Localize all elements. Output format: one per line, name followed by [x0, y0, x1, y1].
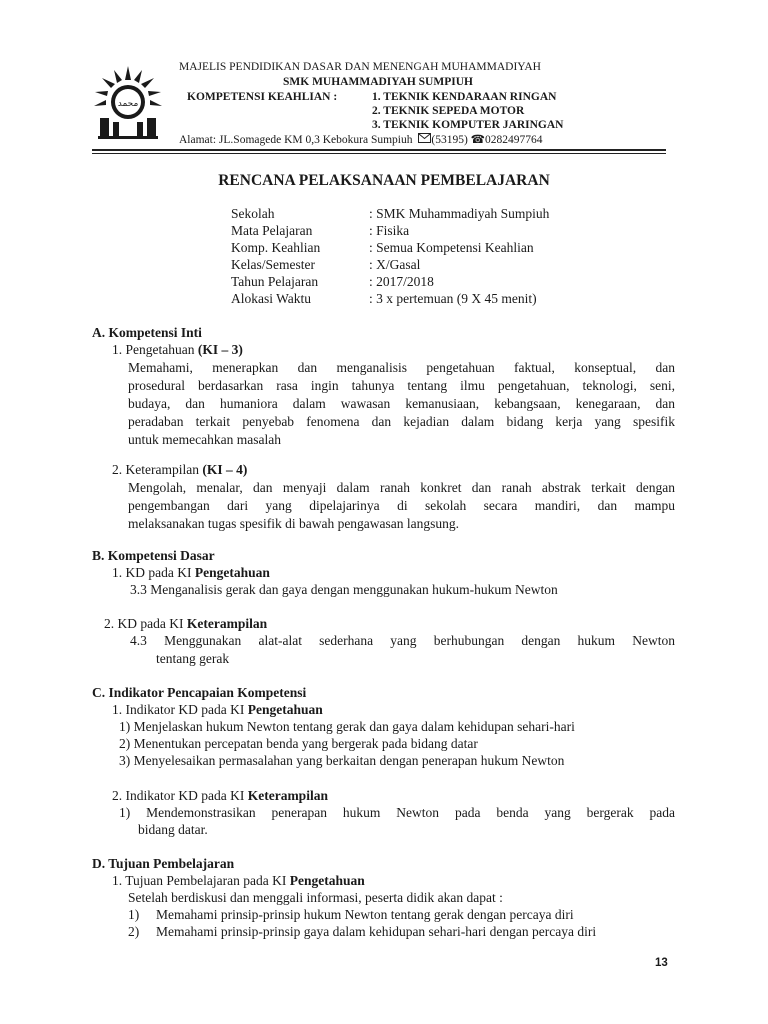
section-c-title: C. Indikator Pencapaian Kompetensi [92, 685, 307, 700]
muhammadiyah-logo [94, 64, 162, 140]
tp1-bold: Pengetahuan [289, 873, 365, 888]
phone-number: 0282497764 [484, 134, 543, 146]
ki3-heading [112, 341, 243, 359]
ind2-heading [112, 787, 328, 805]
kd1-prefix: 1. KD pada KI [112, 565, 195, 580]
ind1-item: 2) Menentukan percepatan benda yang bergerak pada bidang datar [119, 736, 478, 751]
tp1-item-num: 1) [128, 907, 140, 922]
ki3-line: budaya, dan humaniora dalam wawasan kemanusiaan, kebangsaan, kenegaraan, dan [128, 396, 675, 411]
ki4-paragraph [128, 479, 675, 533]
kd2-line: tentang gerak [156, 651, 230, 666]
header-rule-thick [92, 149, 666, 151]
ind2-line: bidang datar. [138, 822, 208, 837]
tp1-item [128, 923, 596, 941]
ki3-line: prosedural berdasarkan rasa ingin tahunya tentang ilmu pengetahuan, teknologi, seni, [128, 378, 675, 393]
mail-icon [418, 133, 431, 143]
tp1-prefix: 1. Tujuan Pembelajaran pada KI [112, 873, 290, 888]
ind1-heading [112, 701, 323, 719]
info-value: : 2017/2018 [369, 274, 434, 289]
info-value: : SMK Muhammadiyah Sumpiuh [369, 206, 550, 221]
tp1-item-text: Memahami prinsip-prinsip gaya dalam kehidupan sehari-hari dengan percaya diri [156, 924, 597, 939]
tp1-item-text: Memahami prinsip-prinsip hukum Newton tentang gerak dengan percaya diri [156, 907, 574, 922]
info-value: : Semua Kompetensi Keahlian [369, 240, 534, 255]
info-label: Komp. Keahlian [231, 240, 321, 255]
kd1-item: 3.3 Menganalisis gerak dan gaya dengan menggunakan hukum-hukum Newton [130, 582, 558, 597]
ki4-prefix: 2. Keterampilan [112, 462, 203, 477]
document-title: RENCANA PELAKSANAAN PEMBELAJARAN [218, 172, 550, 189]
header-kompetensi-label: KOMPETENSI KEAHLIAN : [187, 91, 338, 103]
kd2-item [130, 632, 675, 650]
kd1-bold: Pengetahuan [194, 565, 270, 580]
tp1-intro: Setelah berdiskusi dan menggali informasi, peserta didik akan dapat : [128, 890, 503, 905]
page-number: 13 [655, 957, 668, 969]
ki3-paragraph [128, 359, 675, 449]
ind1-bold: Pengetahuan [247, 702, 323, 717]
phone-icon: ☎ [470, 134, 485, 146]
tp1-item [128, 906, 574, 924]
info-label: Mata Pelajaran [231, 223, 313, 238]
kd2-bold: Keterampilan [186, 616, 268, 631]
ki3-bold: (KI – 3) [197, 342, 243, 357]
header-school-name: SMK MUHAMMADIYAH SUMPIUH [283, 76, 473, 88]
address-text: Alamat: JL.Somagede KM 0,3 Kebokura Sumpiuh [179, 134, 413, 146]
ki3-line: untuk memecahkan masalah [128, 432, 281, 447]
tp1-heading [112, 872, 365, 890]
info-label: Alokasi Waktu [231, 291, 312, 306]
info-label: Tahun Pelajaran [231, 274, 319, 289]
ki3-line: peradaban terkait penyebab fenomena dan kejadian dalam bidang kerja yang spesifik [128, 414, 675, 429]
logo-arabic-text: محمد [117, 99, 139, 109]
ki4-line: pengembangan dari yang dipelajarinya di sekolah secara mandiri, dan mampu [128, 498, 675, 513]
kd1-heading [112, 564, 270, 582]
ind2-bold: Keterampilan [247, 788, 328, 803]
ki4-bold: (KI – 4) [202, 462, 248, 477]
tp1-item-num: 2) [128, 924, 140, 939]
ki3-prefix: 1. Pengetahuan [112, 342, 198, 357]
info-value: : Fisika [369, 223, 410, 238]
header-address [179, 133, 542, 148]
info-value: : 3 x pertemuan (9 X 45 menit) [369, 291, 537, 306]
ind1-prefix: 1. Indikator KD pada KI [112, 702, 248, 717]
ind2-item [119, 804, 675, 822]
header-majelis: MAJELIS PENDIDIKAN DASAR DAN MENENGAH MUHAMMADIYAH [179, 61, 541, 73]
header-program-2: 2. TEKNIK SEPEDA MOTOR [372, 105, 525, 117]
ki4-line: melaksanakan tugas spesifik di bawah pengawasan langsung. [128, 516, 460, 531]
ind1-item: 1) Menjelaskan hukum Newton tentang gerak dan gaya dalam kehidupan sehari-hari [119, 719, 575, 734]
section-d-title: D. Tujuan Pembelajaran [92, 856, 235, 871]
info-label: Kelas/Semester [231, 257, 315, 272]
header-rule-thin [92, 153, 666, 154]
info-value: : X/Gasal [369, 257, 421, 272]
section-b-title: B. Kompetensi Dasar [92, 548, 215, 563]
header-program-1: 1. TEKNIK KENDARAAN RINGAN [372, 91, 557, 103]
ki4-line: Mengolah, menalar, dan menyaji dalam ranah konkret dan ranah abstrak terkait dengan [128, 480, 675, 495]
postal-code: (53195) [431, 134, 468, 146]
ind2-prefix: 2. Indikator KD pada KI [112, 788, 248, 803]
ind2-line: 1) Mendemonstrasikan penerapan hukum Newton pada benda yang bergerak pada [119, 805, 675, 820]
header-program-3: 3. TEKNIK KOMPUTER JARINGAN [372, 119, 564, 131]
kd2-prefix: 2. KD pada KI [104, 616, 187, 631]
info-label: Sekolah [231, 206, 275, 221]
kd2-heading [104, 615, 267, 633]
ki3-line: Memahami, menerapkan dan menganalisis pengetahuan faktual, konseptual, dan [128, 360, 675, 375]
ki4-heading [112, 461, 247, 479]
section-a-title: A. Kompetensi Inti [92, 325, 202, 340]
kd2-line: 4.3 Menggunakan alat-alat sederhana yang berhubungan dengan hukum Newton [130, 633, 675, 648]
ind1-item: 3) Menyelesaikan permasalahan yang berkaitan dengan penerapan hukum Newton [119, 753, 565, 768]
